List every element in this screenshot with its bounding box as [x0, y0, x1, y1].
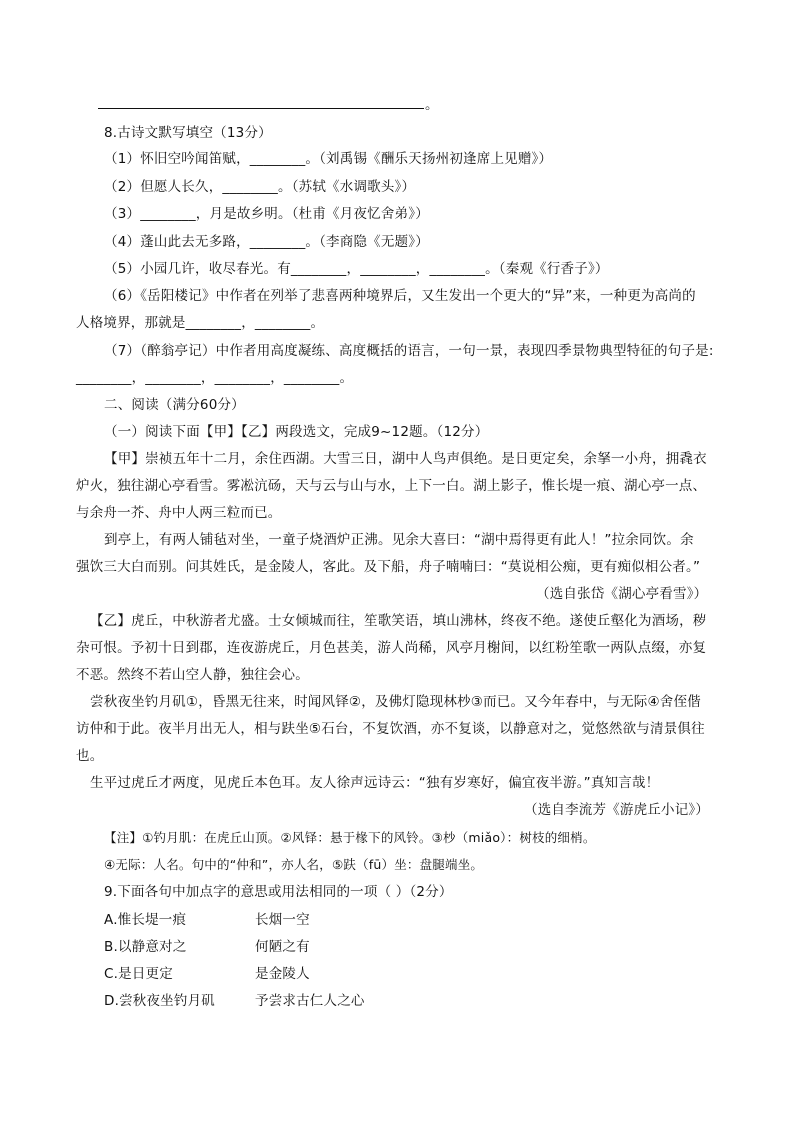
passage-yi-line-1: 【乙】虎丘，中秋游者尤盛。士女倾城而往，笙歌笑语，填山沸林，终夜不绝。遂使丘壑化为酒场，秽 — [90, 613, 707, 629]
passage-jia-line-5: 强饮三大白而别。问其姓氏，是金陵人，客此。及下船，舟子喃喃曰：“莫说相公痴，更有痴似相公者。” — [76, 559, 701, 575]
q9-option-c-pair: 是金陵人 — [255, 966, 310, 982]
q8-item-1: （1）怀旧空吟闻笛赋，________。（刘禹锡《酬乐天扬州初逢席上见赠》） — [104, 151, 553, 167]
q8-item-2: （2）但愿人长久，________。（苏轼《水调歌头》） — [104, 179, 416, 195]
q8-item-4: （4）蓬山此去无多路，________。（李商隐《无题》） — [104, 234, 429, 250]
passage-yi-line-2: 杂可恨。予初十日到郡，连夜游虎丘，月色甚美，游人尚稀，风亭月榭间，以红粉笙歌一两队点缀，亦复 — [76, 640, 707, 656]
q9-option-d: D.尝秋夜坐钓月矶 — [104, 993, 215, 1009]
passage-yi-line-7: 生平过虎丘才两度，见虎丘本色耳。友人徐声远诗云：“独有岁寒好，偏宜夜半游。”真知言哉！ — [90, 775, 660, 791]
q9-option-b: B.以静意对之 — [104, 939, 187, 955]
passage-jia-line-4: 到亭上，有两人铺毡对坐，一童子烧酒炉正沸。见余大喜曰：“湖中焉得更有此人！”拉余同饮。余 — [104, 532, 694, 548]
q8-item-6-cont: 人格境界，那就是________，________。 — [76, 315, 325, 331]
passage-jia-source: （选自张岱《湖心亭看雪》） — [536, 586, 708, 602]
q8-item-6: （6）《岳阳楼记》中作者在列举了悲喜两种境界后，又生发出一个更大的“异”来，一种更为高尚的 — [104, 288, 696, 304]
section2-title: 二、阅读（满分60分） — [104, 397, 245, 413]
reading-part1-intro: （一）阅读下面【甲】【乙】两段选文，完成9~12题。（12分） — [104, 424, 489, 440]
q8-item-5: （5）小园几许，收尽春光。有________，________，________。（秦观《行香子》） — [104, 261, 609, 277]
q8-title: 8.古诗文默写填空（13分） — [104, 125, 272, 141]
q8-item-7-blanks: ________，________，________，________。 — [76, 370, 354, 386]
passage-yi-source: （选自李流芳《游虎丘小记》） — [524, 802, 710, 818]
passage-jia-line-2: 炉火，独往湖心亭看雪。雾凇沆砀，天与云与山与水，上下一白。湖上影子，惟长堤一痕、湖心亭一点、 — [76, 478, 707, 494]
q9-title: 9.下面各句中加点字的意思或用法相同的一项（ ）（2分） — [104, 884, 453, 900]
passage-yi-line-4: 尝秋夜坐钓月矶①，昏黑无往来，时闻风铎②，及佛灯隐现林杪③而已。又今年春中，与无际④舍侄偕 — [90, 694, 701, 710]
q8-item-7: （7）（醉翁亭记）中作者用高度凝练、高度概括的语言，一句一景，表现四季景物典型特征的句子是: — [104, 343, 714, 359]
passage-yi-line-6: 也。 — [76, 748, 104, 764]
passage-jia-line-3: 与余舟一芥、舟中人两三粒而已。 — [76, 505, 282, 521]
answer-blank-line — [98, 108, 424, 109]
blank-line-period: 。 — [425, 97, 439, 113]
notes-line-2: ④无际：人名。句中的“仲和”，亦人名，⑤趺（fū）坐：盘腿端坐。 — [104, 857, 484, 872]
q9-option-c: C.是日更定 — [104, 966, 173, 982]
passage-yi-line-3: 不恶。然终不若山空人静，独往会心。 — [76, 667, 309, 683]
q9-option-b-pair: 何陋之有 — [255, 939, 310, 955]
notes-line-1: 【注】①钓月肌：在虎丘山顶。②风铎：悬于椽下的风铃。③杪（miǎo）：树枝的细梢。 — [104, 830, 596, 845]
q9-option-d-pair: 予尝求古仁人之心 — [255, 993, 365, 1009]
q9-option-a: A.惟长堤一痕 — [104, 912, 187, 928]
q8-item-3: （3）________，月是故乡明。（杜甫《月夜忆舍弟》） — [104, 206, 429, 222]
q9-option-a-pair: 长烟一空 — [255, 912, 310, 928]
passage-jia-line-1: 【甲】崇祯五年十二月，余住西湖。大雪三日，湖中人鸟声俱绝。是日更定矣，余拏一小舟，拥毳衣 — [104, 451, 707, 467]
passage-yi-line-5: 访仲和于此。夜半月出无人，相与趺坐⑤石台，不复饮酒，亦不复谈，以静意对之，觉悠然欲与清景俱往 — [76, 721, 705, 737]
